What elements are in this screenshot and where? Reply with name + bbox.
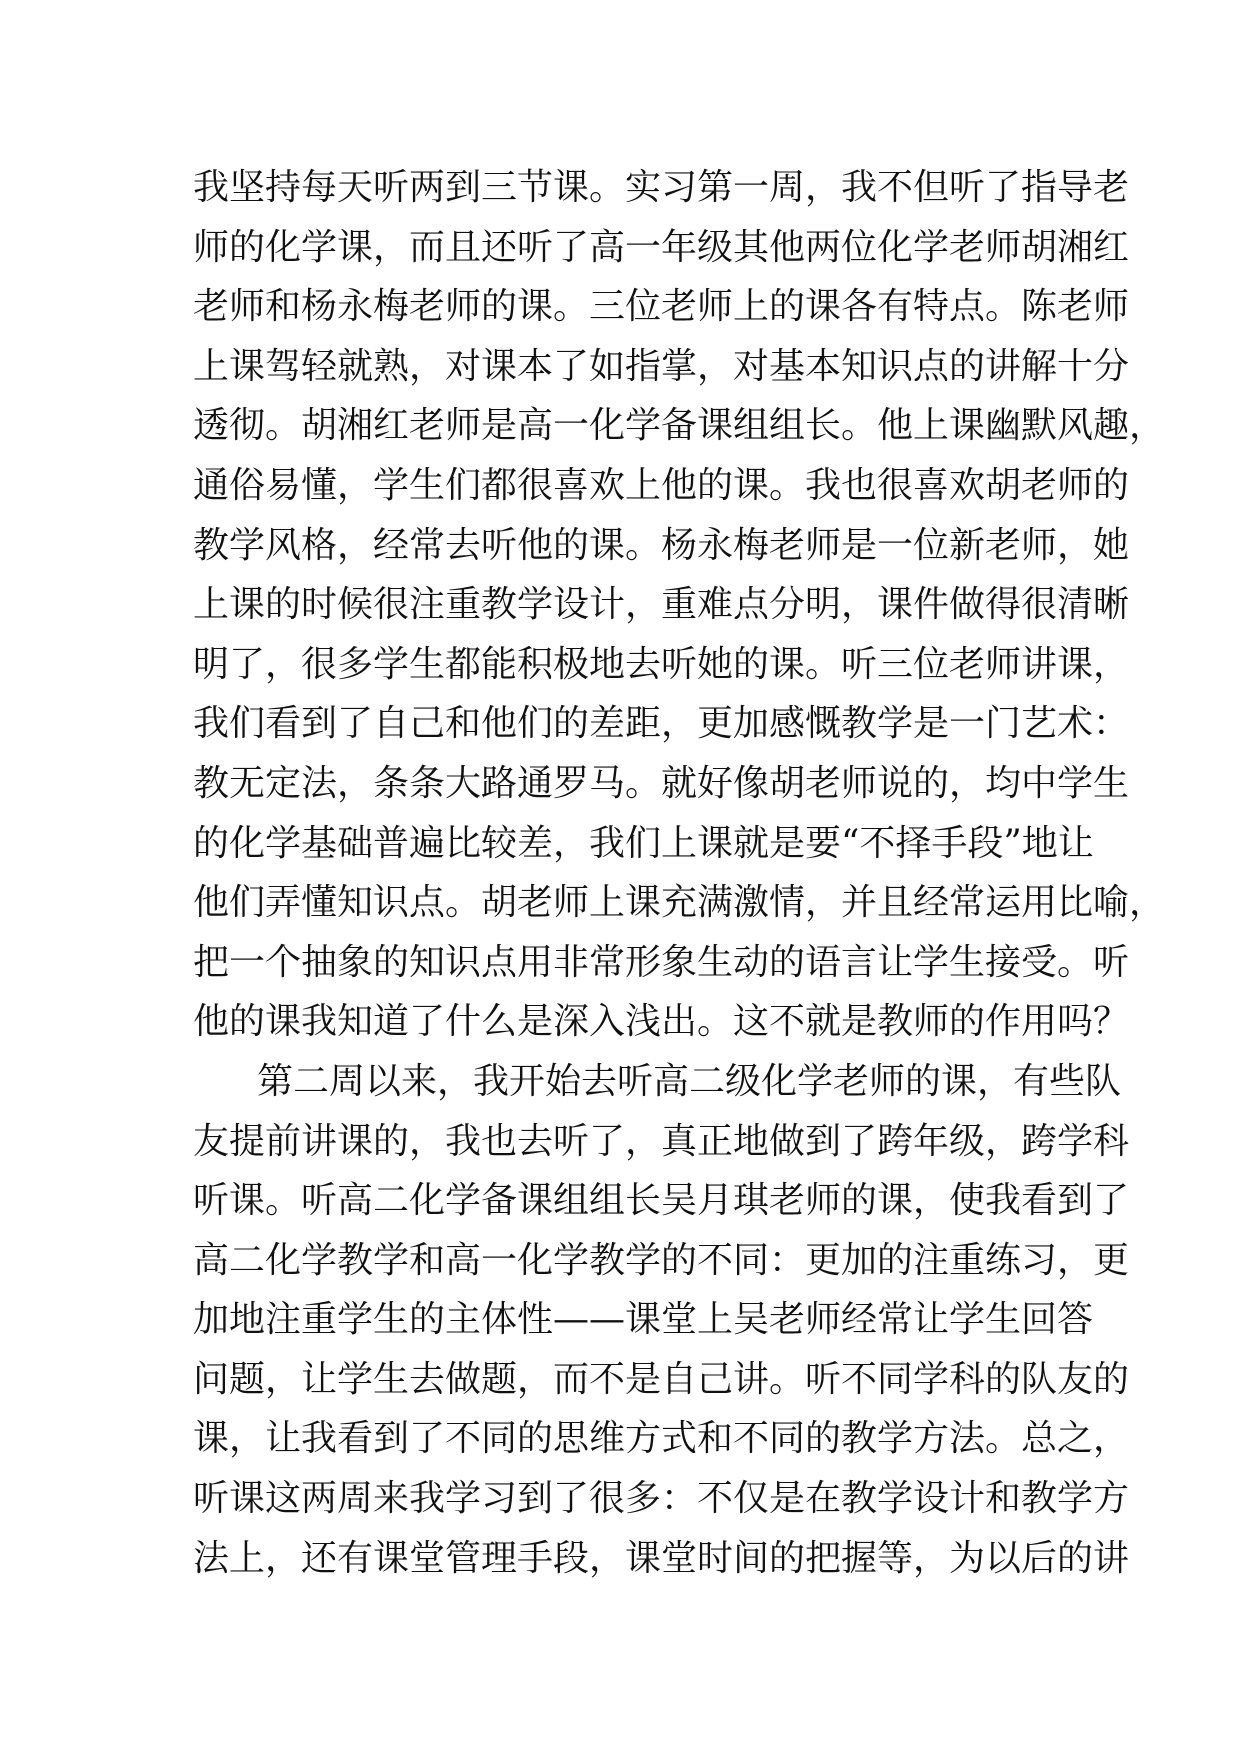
text-line-6: 通俗易懂，学生们都很喜欢上他的课。我也很喜欢胡老师的 (193, 464, 1130, 506)
text-line-9: 明了，很多学生都能积极地去听她的课。听三位老师讲课， (193, 643, 1130, 685)
text-line-7: 教学风格，经常去听他的课。杨永梅老师是一位新老师，她 (193, 524, 1130, 566)
text-line-21: 问题，让学生去做题，而不是自己讲。听不同学科的队友的 (193, 1358, 1130, 1400)
text-line-14: 把一个抽象的知识点用非常形象生动的语言让学生接受。听 (193, 941, 1130, 983)
text-line-16-paragraph-start: 第二周以来，我开始去听高二级化学老师的课，有些队 (257, 1060, 1122, 1102)
text-line-18: 听课。听高二化学备课组组长吴月琪老师的课，使我看到了 (193, 1180, 1130, 1222)
text-line-23: 听课这两周来我学习到了很多：不仅是在教学设计和教学方 (193, 1478, 1130, 1520)
text-line-11: 教无定法，条条大路通罗马。就好像胡老师说的，均中学生 (193, 762, 1130, 804)
body-text (193, 158, 1166, 1588)
text-line-10: 我们看到了自己和他们的差距，更加感慨教学是一门艺术： (193, 703, 1130, 745)
text-line-17: 友提前讲课的，我也去听了，真正地做到了跨年级，跨学科 (193, 1120, 1130, 1162)
text-line-4: 上课驾轻就熟，对课本了如指掌，对基本知识点的讲解十分 (193, 345, 1130, 387)
text-line-8: 上课的时候很注重教学设计，重难点分明，课件做得很清晰 (193, 584, 1130, 626)
text-line-1: 我坚持每天听两到三节课。实习第一周，我不但听了指导老 (193, 167, 1130, 208)
text-line-24: 法上，还有课堂管理手段，课堂时间的把握等，为以后的讲 (193, 1537, 1130, 1579)
text-line-2: 师的化学课，而且还听了高一年级其他两位化学老师胡湘红 (193, 226, 1130, 268)
text-line-13: 他们弄懂知识点。胡老师上课充满激情，并且经常运用比喻， (193, 882, 1166, 924)
text-line-12: 的化学基础普遍比较差，我们上课就是要“不择手段”地让 (193, 822, 1094, 864)
text-line-3: 老师和杨永梅老师的课。三位老师上的课各有特点。陈老师 (193, 286, 1130, 328)
text-line-19: 高二化学教学和高一化学教学的不同：更加的注重练习，更 (193, 1239, 1130, 1281)
text-line-5: 透彻。胡湘红老师是高一化学备课组组长。他上课幽默风趣， (193, 405, 1166, 447)
text-line-20: 加地注重学生的主体性——课堂上吴老师经常让学生回答 (193, 1299, 1094, 1341)
text-line-22: 课，让我看到了不同的思维方式和不同的教学方法。总之， (193, 1418, 1130, 1460)
text-line-15: 他的课我知道了什么是深入浅出。这不就是教师的作用吗？ (193, 1001, 1130, 1043)
